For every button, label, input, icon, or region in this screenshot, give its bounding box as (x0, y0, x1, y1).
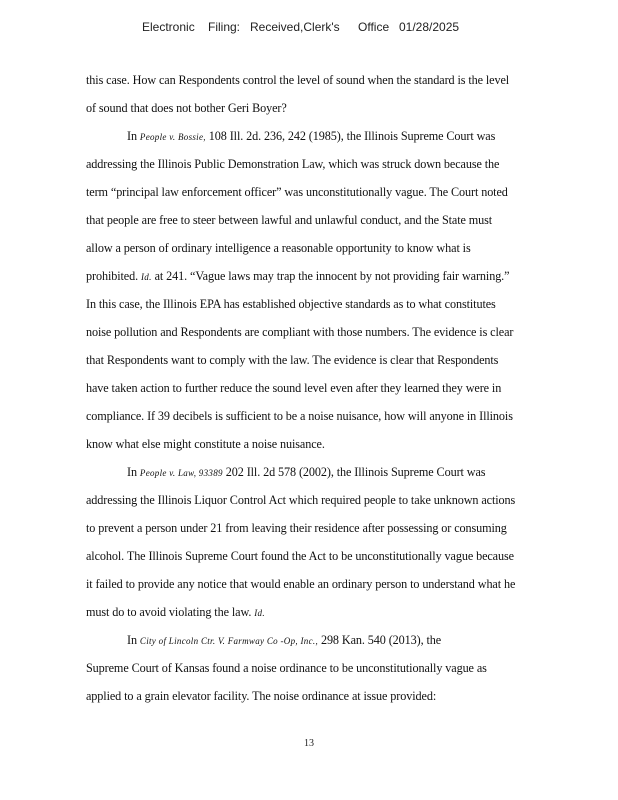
paragraph-first-line (86, 630, 582, 658)
text-run: term “principal law enforcement officer” was unconstitutionally vague. The Court noted (86, 185, 508, 199)
text-run: to prevent a person under 21 from leaving their residence after possessing or consuming (86, 521, 507, 535)
text-line (86, 98, 582, 126)
paragraph-first-line (86, 126, 582, 154)
text-run: that people are free to steer between lawful and unlawful conduct, and the State must (86, 213, 493, 227)
text-line (86, 322, 582, 350)
text-line (86, 574, 582, 602)
text-line (86, 406, 582, 434)
case-citation: Id. (141, 272, 152, 282)
text-line (86, 686, 582, 714)
paragraph-first-line (86, 462, 582, 490)
text-run: applied to a grain elevator facility. The noise ordinance at issue provided: (86, 689, 437, 703)
text-run: this case. How can Respondents control the level of sound when the standard is the level (86, 73, 510, 87)
text-line (86, 518, 582, 546)
header-office: Office (358, 20, 390, 34)
case-citation: People v. Law, 93389 (139, 468, 223, 478)
text-line (86, 490, 582, 518)
text-run: at 241. “Vague laws may trap the innocent by not providing fair warning.” (151, 269, 510, 283)
header-date: 01/28/2025 (399, 20, 460, 34)
text-run: compliance. If 39 decibels is sufficient to be a noise nuisance, how will anyone in Illinois (86, 409, 513, 423)
text-line (86, 266, 582, 294)
page-number: 13 (304, 738, 314, 749)
text-run: of sound that does not bother Geri Boyer? (86, 101, 287, 115)
text-line (86, 70, 582, 98)
text-run: alcohol. The Illinois Supreme Court found the Act to be unconstitutionally vague because (86, 549, 514, 563)
text-line (86, 210, 582, 238)
text-run: In this case, the Illinois EPA has established objective standards as to what constitutes (86, 297, 496, 311)
text-run: noise pollution and Respondents are compliant with those numbers. The evidence is clear (86, 325, 514, 339)
text-run: it failed to provide any notice that would enable an ordinary person to understand what he (86, 577, 516, 591)
case-citation: Id. (254, 608, 265, 618)
text-run: In (127, 465, 140, 479)
text-line (86, 602, 582, 630)
text-run: 108 Ill. 2d. 236, 242 (1985), the Illinois Supreme Court was (205, 129, 496, 143)
text-run: Supreme Court of Kansas found a noise ordinance to be unconstitutionally vague as (86, 661, 487, 675)
text-line (86, 434, 582, 462)
text-run: 298 Kan. 540 (2013), the (318, 633, 442, 647)
text-run: must do to avoid violating the law. (86, 605, 255, 619)
text-run: prohibited. (86, 269, 141, 283)
header-electronic: Electronic (142, 20, 195, 34)
text-run: 202 Ill. 2d 578 (2002), the Illinois Supreme Court was (222, 465, 486, 479)
text-run: allow a person of ordinary intelligence a reasonable opportunity to know what is (86, 241, 471, 255)
text-run: know what else might constitute a noise nuisance. (86, 437, 325, 451)
document-body (86, 70, 582, 714)
text-run: In (127, 129, 140, 143)
text-run: In (127, 633, 140, 647)
text-run: have taken action to further reduce the sound level even after they learned they were in (86, 381, 502, 395)
text-line (86, 546, 582, 574)
header-received: Received,Clerk's (250, 20, 340, 34)
case-citation: People v. Bossie, (139, 132, 206, 142)
text-line (86, 154, 582, 182)
text-line (86, 182, 582, 210)
header-filing: Filing: (208, 20, 241, 34)
text-line (86, 238, 582, 266)
text-line (86, 658, 582, 686)
text-line (86, 378, 582, 406)
text-run: addressing the Illinois Public Demonstration Law, which was struck down because the (86, 157, 500, 171)
text-line (86, 350, 582, 378)
text-line (86, 294, 582, 322)
text-run: addressing the Illinois Liquor Control Act which required people to take unknown actions (86, 493, 516, 507)
case-citation: City of Lincoln Ctr. V. Farmway Co -Op, Inc., (139, 636, 318, 646)
text-run: that Respondents want to comply with the law. The evidence is clear that Respondents (86, 353, 499, 367)
